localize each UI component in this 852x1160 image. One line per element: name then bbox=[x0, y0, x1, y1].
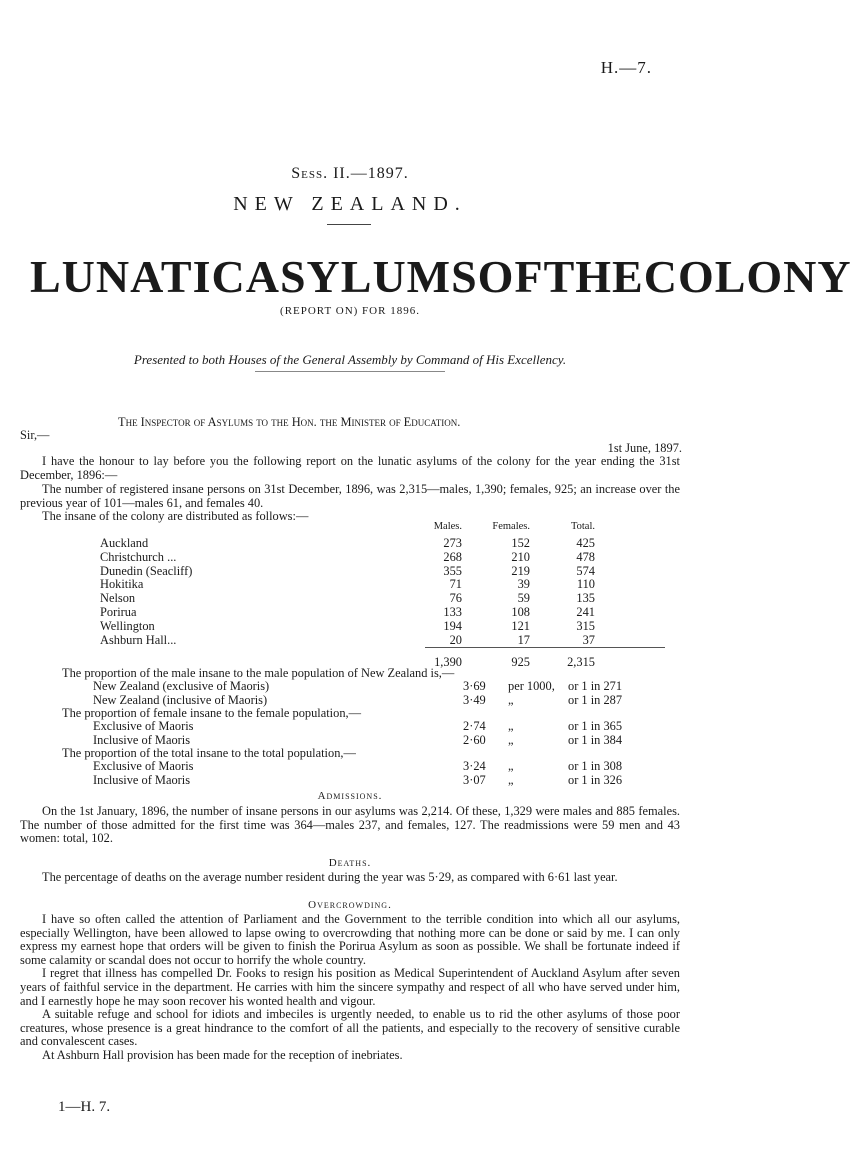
cell-total: 241 bbox=[576, 605, 595, 619]
document-subtitle: (REPORT ON) FOR 1896. bbox=[280, 305, 420, 317]
proportion-value: 3·49 bbox=[463, 692, 486, 707]
proportion-heading: The proportion of the total insane to the total population,— bbox=[62, 746, 356, 760]
cell-total: 425 bbox=[576, 536, 595, 550]
table-row bbox=[100, 619, 660, 633]
deaths-paragraph: The percentage of deaths on the average number resident during the year was 5·29, as compared with 6·61 last year. bbox=[42, 870, 618, 884]
proportion-ratio: or 1 in 287 bbox=[568, 692, 623, 707]
asylum-name: Porirua bbox=[100, 605, 137, 619]
paragraph: At Ashburn Hall provision has been made for the reception of inebriates. bbox=[42, 1047, 403, 1062]
cell-males: 194 bbox=[443, 618, 462, 633]
asylum-name: Auckland bbox=[100, 536, 149, 550]
col-header-females: Females. bbox=[492, 521, 530, 532]
registered-paragraph: The number of registered insane persons on 31st December, 1896, was 2,315—males, 1,390; females, 925; an increase over the previous year of 101—males 61, and females 40. bbox=[20, 482, 680, 510]
title-word: ASYLUMS bbox=[245, 251, 478, 302]
overcrowding-section bbox=[20, 913, 680, 1063]
cell-females: 59 bbox=[517, 591, 530, 606]
cell-females: 39 bbox=[517, 577, 530, 592]
cell-total: 315 bbox=[576, 618, 595, 633]
session-line: Sess. II.—1897. bbox=[291, 165, 409, 182]
distributed-line: The insane of the colony are distributed as follows:— bbox=[42, 509, 309, 523]
proportion-ratio: or 1 in 308 bbox=[568, 759, 623, 773]
proportion-row bbox=[93, 733, 683, 747]
proportion-ratio: or 1 in 384 bbox=[568, 732, 623, 747]
cell-males: 71 bbox=[449, 577, 462, 592]
proportion-label: Exclusive of Maoris bbox=[93, 719, 194, 733]
table-row bbox=[100, 591, 660, 605]
table-rule bbox=[425, 647, 665, 648]
table-header bbox=[100, 521, 660, 535]
cell-males: 133 bbox=[443, 605, 462, 619]
cell-total: 110 bbox=[576, 577, 595, 592]
asylum-name: Wellington bbox=[100, 618, 155, 633]
proportion-ratio: or 1 in 271 bbox=[568, 679, 623, 693]
title-word: COLONY bbox=[643, 251, 852, 302]
proportion-per: „ bbox=[508, 732, 514, 747]
paragraph: I have so often called the attention of Parliament and the Government to the terrible condition into which all our asylums, especially Wellington, have been allowed to lapse owing to overcrowding that nothing more can be done or said by me. I can only express my earnest hope that orders will be given to finish the Porirua Asylum as soon as possible. We shall be fortunate indeed if some calamity or scandal does not occur to horrify the whole country. bbox=[20, 912, 680, 967]
table-row bbox=[100, 633, 660, 647]
col-header-total: Total. bbox=[570, 521, 595, 532]
total-all: 2,315 bbox=[567, 655, 595, 669]
cell-females: 17 bbox=[517, 632, 530, 647]
divider bbox=[327, 224, 371, 225]
table-row bbox=[100, 564, 660, 578]
table-row bbox=[100, 536, 660, 550]
proportion-label: Inclusive of Maoris bbox=[93, 732, 191, 747]
proportion-row bbox=[93, 719, 683, 733]
country-heading: NEW ZEALAND. bbox=[233, 193, 467, 215]
signature-mark: 1—H. 7. bbox=[58, 1099, 111, 1115]
cell-males: 273 bbox=[443, 536, 462, 550]
asylum-name: Christchurch ... bbox=[100, 549, 177, 564]
title-word: THE bbox=[543, 251, 644, 302]
cell-total: 478 bbox=[576, 549, 595, 564]
cell-males: 355 bbox=[443, 563, 462, 578]
total-females: 925 bbox=[511, 655, 530, 669]
address-line: The Inspector of Asylums to the Hon. the Minister of Education. bbox=[118, 415, 461, 429]
page-reference: H.—7. bbox=[600, 58, 652, 77]
cell-females: 210 bbox=[511, 549, 530, 564]
section-heading-deaths: Deaths. bbox=[328, 857, 372, 869]
asylum-name: Hokitika bbox=[100, 577, 144, 592]
proportion-label: Inclusive of Maoris bbox=[93, 772, 191, 787]
asylum-name: Dunedin (Seacliff) bbox=[100, 563, 193, 578]
cell-total: 574 bbox=[576, 563, 595, 578]
document-title bbox=[30, 250, 852, 303]
proportion-label: New Zealand (exclusive of Maoris) bbox=[93, 679, 270, 693]
cell-females: 121 bbox=[511, 618, 530, 633]
proportion-row bbox=[93, 773, 683, 787]
cell-females: 152 bbox=[511, 536, 530, 550]
table-row bbox=[100, 577, 660, 591]
cell-males: 76 bbox=[449, 591, 462, 606]
proportion-ratio: or 1 in 365 bbox=[568, 719, 623, 733]
cell-females: 108 bbox=[511, 605, 530, 619]
proportion-per: „ bbox=[508, 719, 514, 733]
proportion-per: per 1000, bbox=[508, 679, 555, 693]
proportion-heading: The proportion of the male insane to the male population of New Zealand is,— bbox=[62, 666, 455, 680]
proportion-ratio: or 1 in 326 bbox=[568, 772, 623, 787]
intro-paragraph: I have the honour to lay before you the following report on the lunatic asylums of the colony for the year ending the 31st December, 1896:— bbox=[20, 454, 680, 482]
section-heading-admissions: Admissions. bbox=[317, 790, 383, 802]
cell-total: 135 bbox=[576, 591, 595, 606]
proportion-row bbox=[93, 759, 683, 773]
paragraph: A suitable refuge and school for idiots and imbeciles is urgently needed, to enable us to rid the other asylums of those poor creatures, whose presence is a great hindrance to the comfort of all the patients, and especially to the recovery of sensitive curable and convalescent cases. bbox=[20, 1007, 680, 1049]
title-word: LUNATIC bbox=[30, 251, 246, 302]
proportion-value: 3·24 bbox=[463, 759, 486, 773]
cell-males: 20 bbox=[449, 632, 462, 647]
cell-females: 219 bbox=[511, 563, 530, 578]
total-males: 1,390 bbox=[434, 655, 462, 669]
cell-total: 37 bbox=[582, 632, 595, 647]
col-header-males: Males. bbox=[433, 521, 462, 532]
proportion-value: 2·60 bbox=[463, 732, 486, 747]
proportion-label: New Zealand (inclusive of Maoris) bbox=[93, 692, 268, 707]
divider bbox=[255, 371, 445, 372]
asylum-name: Nelson bbox=[100, 591, 136, 606]
proportion-label: Exclusive of Maoris bbox=[93, 759, 194, 773]
cell-males: 268 bbox=[443, 549, 462, 564]
proportion-row bbox=[93, 679, 683, 693]
proportion-per: „ bbox=[508, 772, 514, 787]
proportion-per: „ bbox=[508, 692, 514, 707]
salutation: Sir,— bbox=[20, 428, 50, 442]
proportion-value: 3·07 bbox=[463, 772, 486, 787]
proportion-value: 2·74 bbox=[463, 719, 486, 733]
paragraph: I regret that illness has compelled Dr. Fooks to resign his position as Medical Superintendent of Auckland Asylum after seven years of faithful service in the department. He carries with him the sincere sympathy and respect of all who have served under him, and I earnestly hope he may soon recover his wonted health and vigour. bbox=[20, 966, 680, 1008]
proportion-row bbox=[93, 693, 683, 707]
table-row bbox=[100, 550, 660, 564]
admissions-paragraph: On the 1st January, 1896, the number of insane persons in our asylums was 2,214. Of these, 1,329 were males and 885 females. The number of those admitted for the first time was 364—males 237, and females, 127. The readmissions were 59 men and 43 women: total, 102. bbox=[20, 804, 680, 846]
section-heading-overcrowding: Overcrowding. bbox=[308, 899, 392, 911]
title-word: OF bbox=[477, 251, 544, 302]
asylum-name: Ashburn Hall... bbox=[100, 632, 177, 647]
proportion-heading: The proportion of female insane to the female population,— bbox=[62, 706, 362, 720]
presented-line: Presented to both Houses of the General Assembly by Command of His Excellency. bbox=[133, 352, 567, 367]
proportion-value: 3·69 bbox=[463, 679, 486, 693]
table-row bbox=[100, 605, 660, 619]
proportion-per: „ bbox=[508, 759, 514, 773]
letter-date: 1st June, 1897. bbox=[607, 441, 682, 455]
